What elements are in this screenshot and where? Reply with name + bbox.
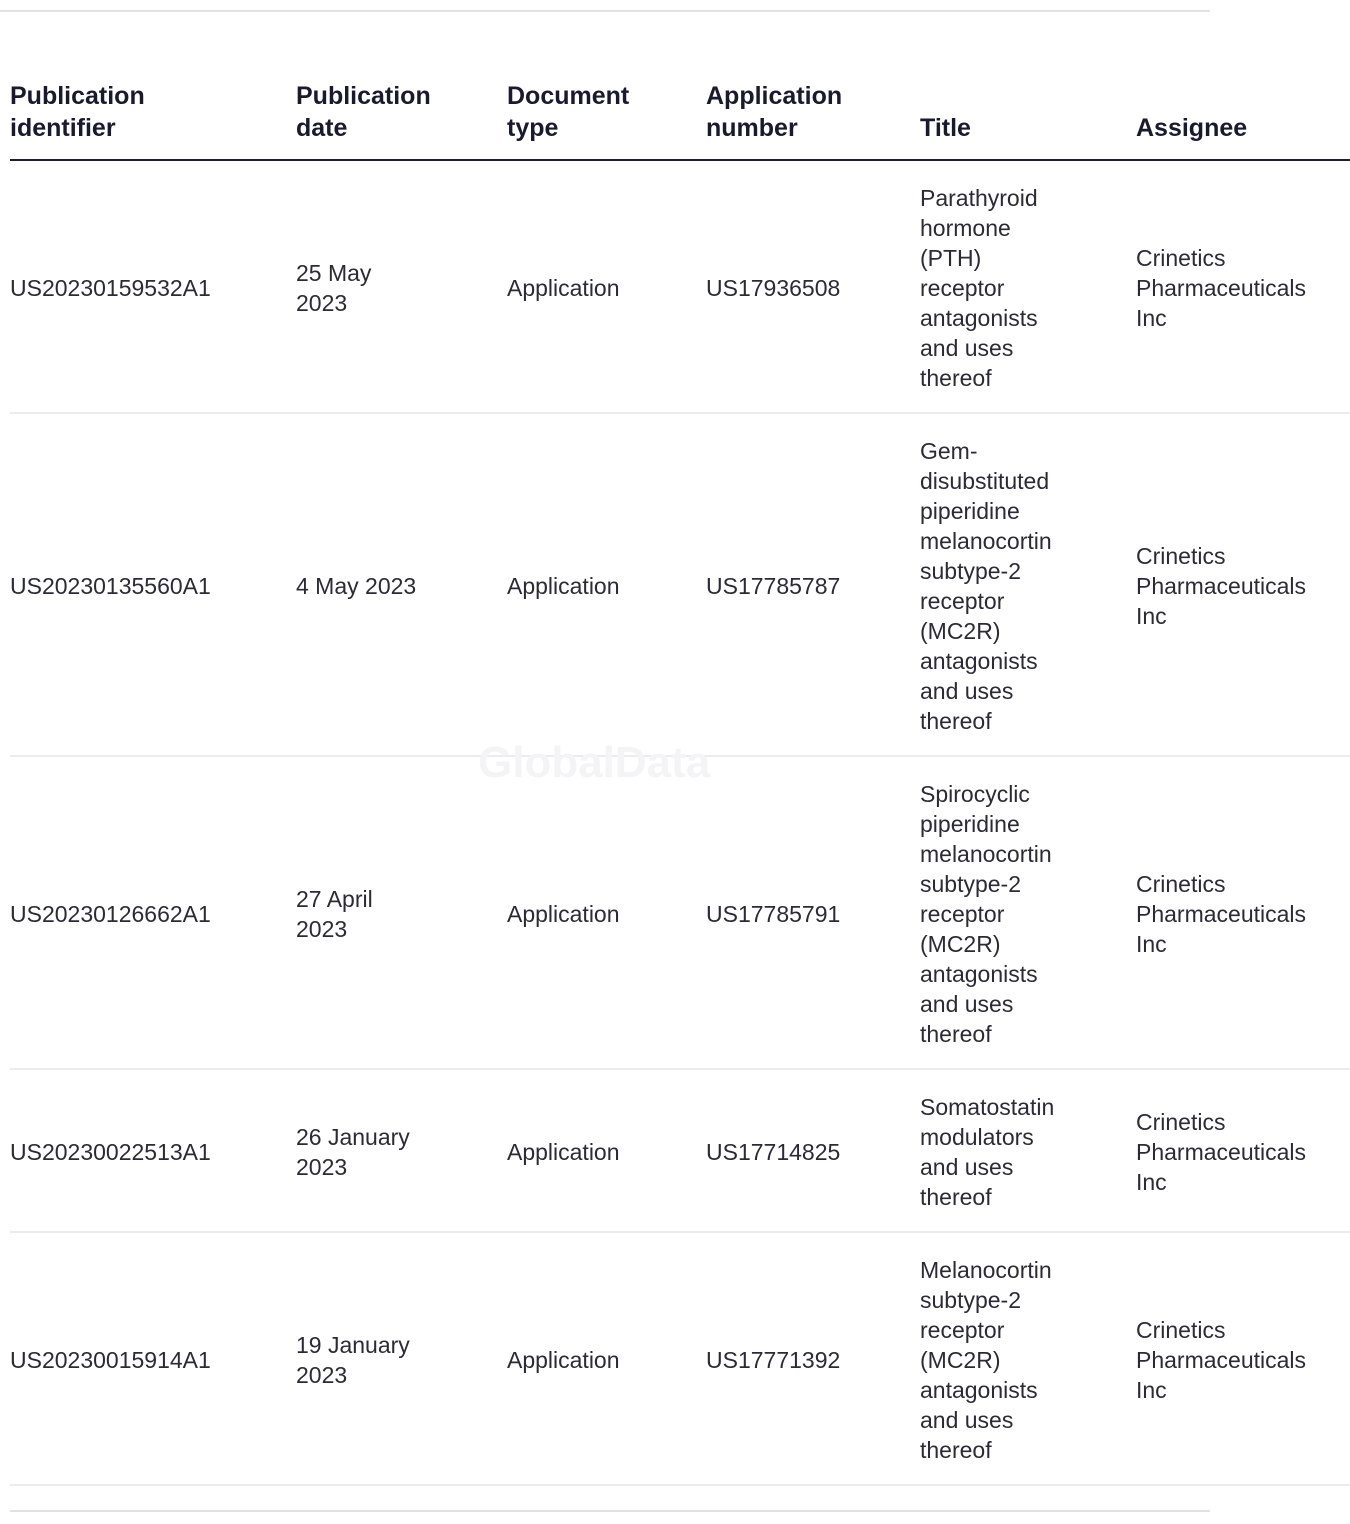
cell-assignee [1136,413,1350,756]
cell-title [920,413,1136,756]
cell-publication-identifier [10,1069,296,1232]
table-row [10,1232,1350,1485]
table-row [10,756,1350,1069]
cell-document-type-text: Application [507,1347,620,1373]
cell-publication-date [296,1069,507,1232]
column-header-assignee: Assignee [1136,60,1350,160]
cell-document-type-text: Application [507,901,620,927]
cell-publication-date [296,1232,507,1485]
cell-publication-identifier [10,160,296,413]
cell-application-number [706,1232,920,1485]
cell-application-number-text: US17785787 [706,573,841,599]
table-row [10,160,1350,413]
column-header-publication-identifier: Publication identifier [10,60,296,160]
cell-assignee-text: Crinetics Pharmaceuticals Inc [1136,1109,1307,1195]
cell-assignee [1136,1069,1350,1232]
cell-publication-identifier [10,413,296,756]
cell-publication-date-text: 4 May 2023 [296,573,417,599]
cell-document-type [507,1069,706,1232]
cell-title [920,756,1136,1069]
cell-title [920,1069,1136,1232]
cell-title-text: Somatostatin modulators and uses thereof [920,1094,1055,1210]
cell-assignee-text: Crinetics Pharmaceuticals Inc [1136,543,1307,629]
cell-application-number-text: US17936508 [706,275,841,301]
cell-title [920,1232,1136,1485]
table-body [10,160,1350,1485]
cell-application-number [706,160,920,413]
cell-document-type-text: Application [507,573,620,599]
cell-publication-identifier-text: US20230159532A1 [10,275,211,301]
cell-publication-identifier-text: US20230022513A1 [10,1139,211,1165]
cell-publication-identifier-text: US20230135560A1 [10,573,211,599]
column-header-document-type: Document type [507,60,706,160]
cell-assignee-text: Crinetics Pharmaceuticals Inc [1136,245,1307,331]
patents-table [10,60,1350,1486]
table-row [10,413,1350,756]
cell-document-type [507,1232,706,1485]
cell-application-number-text: US17771392 [706,1347,841,1373]
column-header-title: Title [920,60,1136,160]
cell-assignee [1136,160,1350,413]
cell-title [920,160,1136,413]
cell-title-text: Spirocyclic piperidine melanocortin subtype-2 receptor (MC2R) antagonists and uses thereof [920,781,1052,1047]
cell-publication-identifier [10,1232,296,1485]
column-header-application-number: Application number [706,60,920,160]
column-header-publication-date: Publication date [296,60,507,160]
cell-document-type-text: Application [507,275,620,301]
cell-title-text: Melanocortin subtype-2 receptor (MC2R) antagonists and uses thereof [920,1257,1052,1463]
cell-application-number-text: US17785791 [706,901,841,927]
top-divider [0,10,1210,12]
cell-publication-identifier-text: US20230126662A1 [10,901,211,927]
cell-application-number [706,1069,920,1232]
cell-document-type [507,413,706,756]
cell-publication-date-text: 26 January 2023 [296,1124,410,1180]
cell-publication-date-text: 25 May 2023 [296,260,372,316]
patents-table-viewport[interactable] [10,60,1307,1486]
watermark: GlobalData [478,738,711,787]
cell-publication-date [296,756,507,1069]
bottom-divider [10,1510,1210,1512]
cell-publication-date [296,413,507,756]
cell-document-type-text: Application [507,1139,620,1165]
cell-document-type [507,756,706,1069]
cell-application-number [706,756,920,1069]
cell-publication-identifier [10,756,296,1069]
cell-title-text: Parathyroid hormone (PTH) receptor antagonists and uses thereof [920,185,1038,391]
cell-publication-date [296,160,507,413]
cell-document-type [507,160,706,413]
table-row [10,1069,1350,1232]
cell-assignee-text: Crinetics Pharmaceuticals Inc [1136,1317,1307,1403]
cell-publication-date-text: 19 January 2023 [296,1332,410,1388]
cell-application-number-text: US17714825 [706,1139,841,1165]
cell-title-text: Gem-disubstituted piperidine melanocortin subtype-2 receptor (MC2R) antagonists and uses thereof [920,438,1052,734]
cell-assignee [1136,756,1350,1069]
cell-publication-date-text: 27 April 2023 [296,886,373,942]
cell-assignee [1136,1232,1350,1485]
cell-application-number [706,413,920,756]
cell-publication-identifier-text: US20230015914A1 [10,1347,211,1373]
cell-assignee-text: Crinetics Pharmaceuticals Inc [1136,871,1307,957]
table-header-row [10,60,1350,160]
